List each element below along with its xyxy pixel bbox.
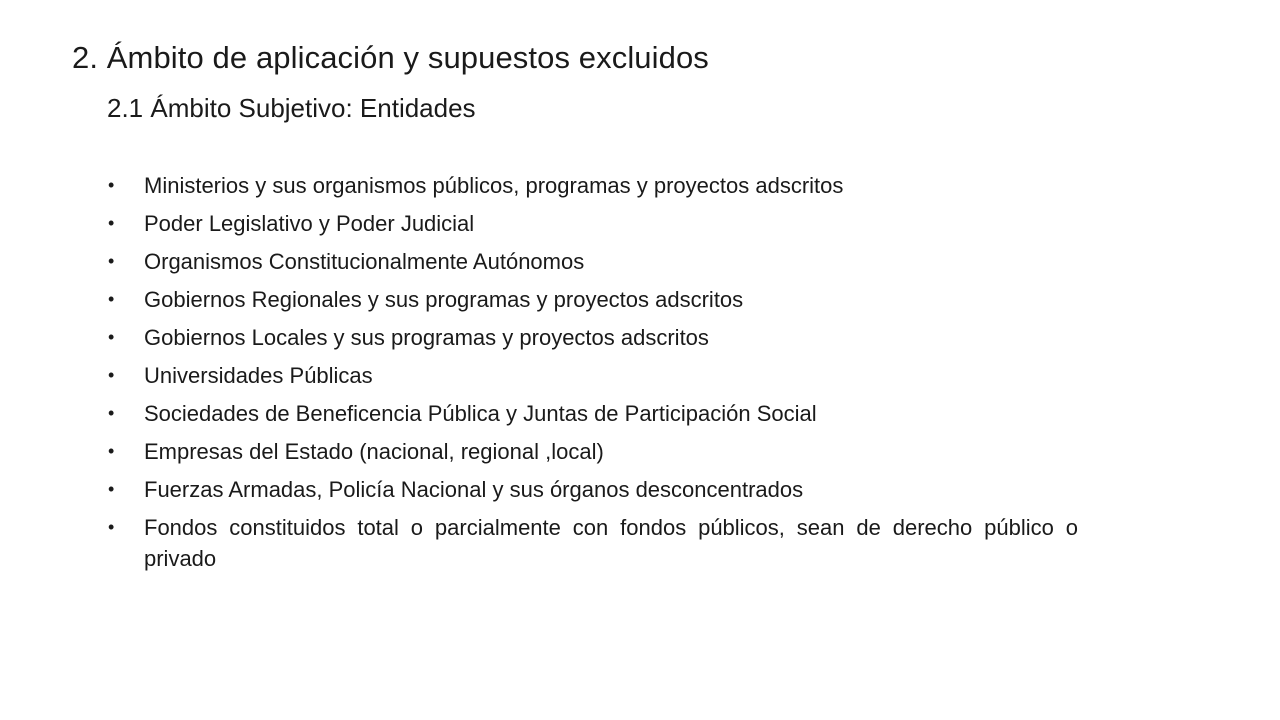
slide-subtitle: 2.1 Ámbito Subjetivo: Entidades xyxy=(107,93,476,123)
bullet-icon: • xyxy=(108,441,115,461)
list-item-text: Fuerzas Armadas, Policía Nacional y sus órganos desconcentrados xyxy=(144,477,804,502)
list-item xyxy=(108,398,1078,429)
list-item-text: Poder Legislativo y Poder Judicial xyxy=(144,211,475,236)
list-item-text: Empresas del Estado (nacional, regional ,local) xyxy=(144,439,604,464)
list-item-text: Organismos Constitucionalmente Autónomos xyxy=(144,249,585,274)
list-item xyxy=(108,360,1078,391)
bullet-icon: • xyxy=(108,517,115,537)
list-item xyxy=(108,170,1078,201)
bullet-icon: • xyxy=(108,403,115,423)
list-item xyxy=(108,208,1078,239)
slide-title: 2. Ámbito de aplicación y supuestos excluidos xyxy=(72,40,709,75)
bullet-icon: • xyxy=(108,365,115,385)
list-item-text: Fondos constituidos total o parcialmente con fondos públicos, sean de derecho público o privado xyxy=(144,515,1078,571)
list-item-text: Sociedades de Beneficencia Pública y Juntas de Participación Social xyxy=(144,401,817,426)
list-item xyxy=(108,246,1078,277)
list-item-text: Ministerios y sus organismos públicos, programas y proyectos adscritos xyxy=(144,173,844,198)
list-item xyxy=(108,436,1078,467)
bullet-icon: • xyxy=(108,175,115,195)
bullet-icon: • xyxy=(108,251,115,271)
list-item xyxy=(108,322,1078,353)
bullet-icon: • xyxy=(108,479,115,499)
bullet-icon: • xyxy=(108,213,115,233)
list-item xyxy=(108,284,1078,315)
entity-list xyxy=(108,170,1078,581)
list-item-text: Universidades Públicas xyxy=(144,363,373,388)
bullet-icon: • xyxy=(108,289,115,309)
bullet-icon: • xyxy=(108,327,115,347)
list-item-text: Gobiernos Locales y sus programas y proyectos adscritos xyxy=(144,325,709,350)
list-item xyxy=(108,512,1078,574)
list-item-text: Gobiernos Regionales y sus programas y proyectos adscritos xyxy=(144,287,744,312)
list-item xyxy=(108,474,1078,505)
